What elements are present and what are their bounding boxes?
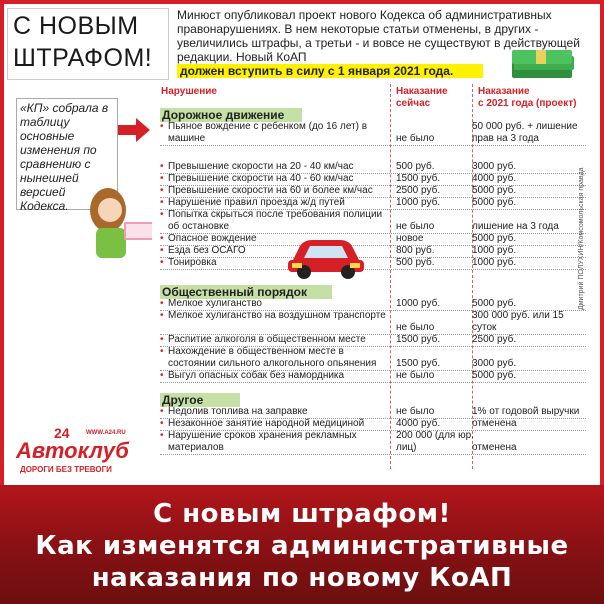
row-bullet: • xyxy=(160,370,164,381)
penalty-now: 500 руб. xyxy=(396,161,435,172)
row-bullet: • xyxy=(160,185,164,196)
violation-name: Пьяное вождение с ребенком (до 16 лет) в машине xyxy=(168,121,368,144)
table-row xyxy=(160,173,590,185)
table-row xyxy=(160,161,590,173)
banner-line2: Как изменятся административные xyxy=(35,531,569,561)
row-bullet: • xyxy=(160,257,164,268)
violation-name: Незаконное занятие народной медициной xyxy=(168,418,365,429)
penalty-now: 4000 руб. xyxy=(396,418,441,429)
table-row xyxy=(160,406,590,418)
row-bullet: • xyxy=(160,197,164,208)
right-border xyxy=(600,0,604,485)
row-divider xyxy=(160,145,586,146)
penalty-new: отменена xyxy=(472,418,517,429)
penalty-now: 1000 руб. xyxy=(396,197,441,208)
penalty-new: 5000 руб. xyxy=(472,185,517,196)
penalty-now: 1000 руб. xyxy=(396,298,441,309)
row-divider xyxy=(160,454,586,455)
table-row xyxy=(160,346,590,370)
penalty-now: новое xyxy=(396,233,424,244)
penalty-now: 1500 руб. xyxy=(396,334,441,345)
violation-name: Нахождение в общественном месте в состоянии сильного алкогольного опьянения xyxy=(168,346,377,369)
row-bullet: • xyxy=(160,430,164,441)
violation-name: Нарушение правил проезда ж/д путей xyxy=(168,197,345,208)
penalty-now: не было xyxy=(396,221,435,232)
violation-name: Недолив топлива на заправке xyxy=(168,406,308,417)
row-bullet: • xyxy=(160,173,164,184)
left-border xyxy=(0,0,4,485)
col-now-header-line1: Наказание xyxy=(396,86,448,97)
row-bullet: • xyxy=(160,161,164,172)
violation-name: Мелкое хулиганство на воздушном транспорте xyxy=(168,310,386,321)
row-bullet: • xyxy=(160,121,164,132)
violation-name: Выгул опасных собак без намордника xyxy=(168,370,345,381)
intro-text: Минюст опубликовал проект нового Кодекса об административных правонарушениях. В нем некоторые статьи отменены, в других - увеличились штрафы, а третьи - и вовсе не существуют в действующей редакции. Новый КоАП xyxy=(177,8,580,64)
penalty-new: 300 000 руб. или 15 суток xyxy=(472,310,564,333)
penalty-now: 500 руб. xyxy=(396,257,435,268)
penalty-now: не было xyxy=(396,133,435,144)
girl-illustration-icon xyxy=(78,180,158,260)
row-bullet: • xyxy=(160,233,164,244)
headline-line2: ШТРАФОМ! xyxy=(13,44,153,72)
penalty-new: 1% от годовой выручки xyxy=(472,406,580,417)
section-header: Другое xyxy=(160,393,240,407)
violation-name: Превышение скорости на 20 - 40 км/час xyxy=(168,161,354,172)
col-violation-header: Нарушение xyxy=(161,86,217,97)
arrow-right-icon xyxy=(118,118,150,142)
top-border xyxy=(0,0,604,4)
table-row xyxy=(160,430,590,454)
col-new-header-line2: с 2021 года (проект) xyxy=(478,98,577,109)
col-new-header xyxy=(478,86,576,110)
svg-text:ДОРОГИ БЕЗ ТРЕВОГИ: ДОРОГИ БЕЗ ТРЕВОГИ xyxy=(20,465,112,474)
headline-line1: С НОВЫМ xyxy=(13,12,139,40)
penalty-new: отменена xyxy=(472,442,517,453)
table-row xyxy=(160,334,590,346)
col-now-header-line2: сейчас xyxy=(396,98,431,109)
penalty-now: 200 000 (для юр. лиц) xyxy=(396,430,474,453)
table-row xyxy=(160,310,590,334)
table-row xyxy=(160,185,590,197)
violation-name: Распитие алкоголя в общественном месте xyxy=(168,334,366,345)
table-row xyxy=(160,257,590,269)
table-row xyxy=(160,245,590,257)
table-row xyxy=(160,197,590,209)
row-bullet: • xyxy=(160,418,164,429)
headline xyxy=(13,10,152,74)
row-divider xyxy=(160,269,586,270)
table-row xyxy=(160,209,590,233)
table-row xyxy=(160,121,590,145)
photo-credit: Дмитрий ПОЛУХИН/Комсомольская правда xyxy=(578,167,585,310)
row-bullet: • xyxy=(160,298,164,309)
row-bullet: • xyxy=(160,209,164,220)
logo-site: WWW.A24.RU xyxy=(86,430,126,436)
violation-name: Езда без ОСАГО xyxy=(168,245,246,256)
row-bullet: • xyxy=(160,245,164,256)
row-bullet: • xyxy=(160,406,164,417)
penalty-new: 5000 руб. xyxy=(472,370,517,381)
violation-name: Мелкое хулиганство xyxy=(168,298,262,309)
table-row xyxy=(160,418,590,430)
penalty-now: не было xyxy=(396,406,435,417)
bottom-banner xyxy=(0,485,604,604)
intro-date: должен вступить в силу с 1 января 2021 года. xyxy=(177,64,483,78)
penalty-now: 800 руб. xyxy=(396,245,435,256)
row-bullet: • xyxy=(160,310,164,321)
kp-note-text: «КП» собрала в таблицу основные изменения по сравнению с нынешней версией Кодекса. xyxy=(20,101,109,213)
penalty-new: 2500 руб. xyxy=(472,334,517,345)
penalty-new: 50 000 руб. + лишение прав на 3 года xyxy=(472,121,578,144)
penalty-new: 1000 руб. xyxy=(472,245,517,256)
col-now-header xyxy=(396,86,448,110)
penalty-new: 5000 руб. xyxy=(472,197,517,208)
row-bullet: • xyxy=(160,346,164,357)
violation-name: Нарушение сроков хранения рекламных материалов xyxy=(168,430,357,453)
penalty-new: 4000 руб. xyxy=(472,173,517,184)
violation-name: Тонировка xyxy=(168,257,217,268)
table-row xyxy=(160,233,590,245)
penalty-now: 1500 руб. xyxy=(396,358,441,369)
penalty-new: 5000 руб. xyxy=(472,298,517,309)
col-new-header-line1: Наказание xyxy=(478,86,530,97)
banner-line1: С новым штрафом! xyxy=(153,499,451,529)
violation-name: Попытка скрыться после требования полиции об остановке xyxy=(168,209,383,232)
violation-name: Превышение скорости на 60 и более км/час xyxy=(168,185,373,196)
section-header: Общественный порядок xyxy=(160,285,332,299)
banner-line3: наказания по новому КоАП xyxy=(91,563,513,593)
penalty-new: 5000 руб. xyxy=(472,233,517,244)
violation-name: Опасное вождение xyxy=(168,233,257,244)
table-row xyxy=(160,298,590,310)
penalty-now: 2500 руб. xyxy=(396,185,441,196)
section-header: Дорожное движение xyxy=(160,108,302,122)
penalty-now: не было xyxy=(396,322,435,333)
penalty-new: 1000 руб. xyxy=(472,257,517,268)
table-row xyxy=(160,370,590,382)
penalty-new: 3000 руб. xyxy=(472,358,517,369)
row-bullet: • xyxy=(160,334,164,345)
penalty-new: лишение на 3 года xyxy=(472,221,559,232)
penalty-new: 3000 руб. xyxy=(472,161,517,172)
penalty-now: 1500 руб. xyxy=(396,173,441,184)
svg-text:24: 24 xyxy=(54,425,70,441)
svg-text:Автоклуб: Автоклуб xyxy=(16,438,129,463)
violation-name: Превышение скорости на 40 - 60 км/час xyxy=(168,173,354,184)
penalty-now: не было xyxy=(396,370,435,381)
row-divider xyxy=(160,382,586,383)
red-car-icon xyxy=(286,232,366,280)
money-stack-icon xyxy=(510,48,576,80)
